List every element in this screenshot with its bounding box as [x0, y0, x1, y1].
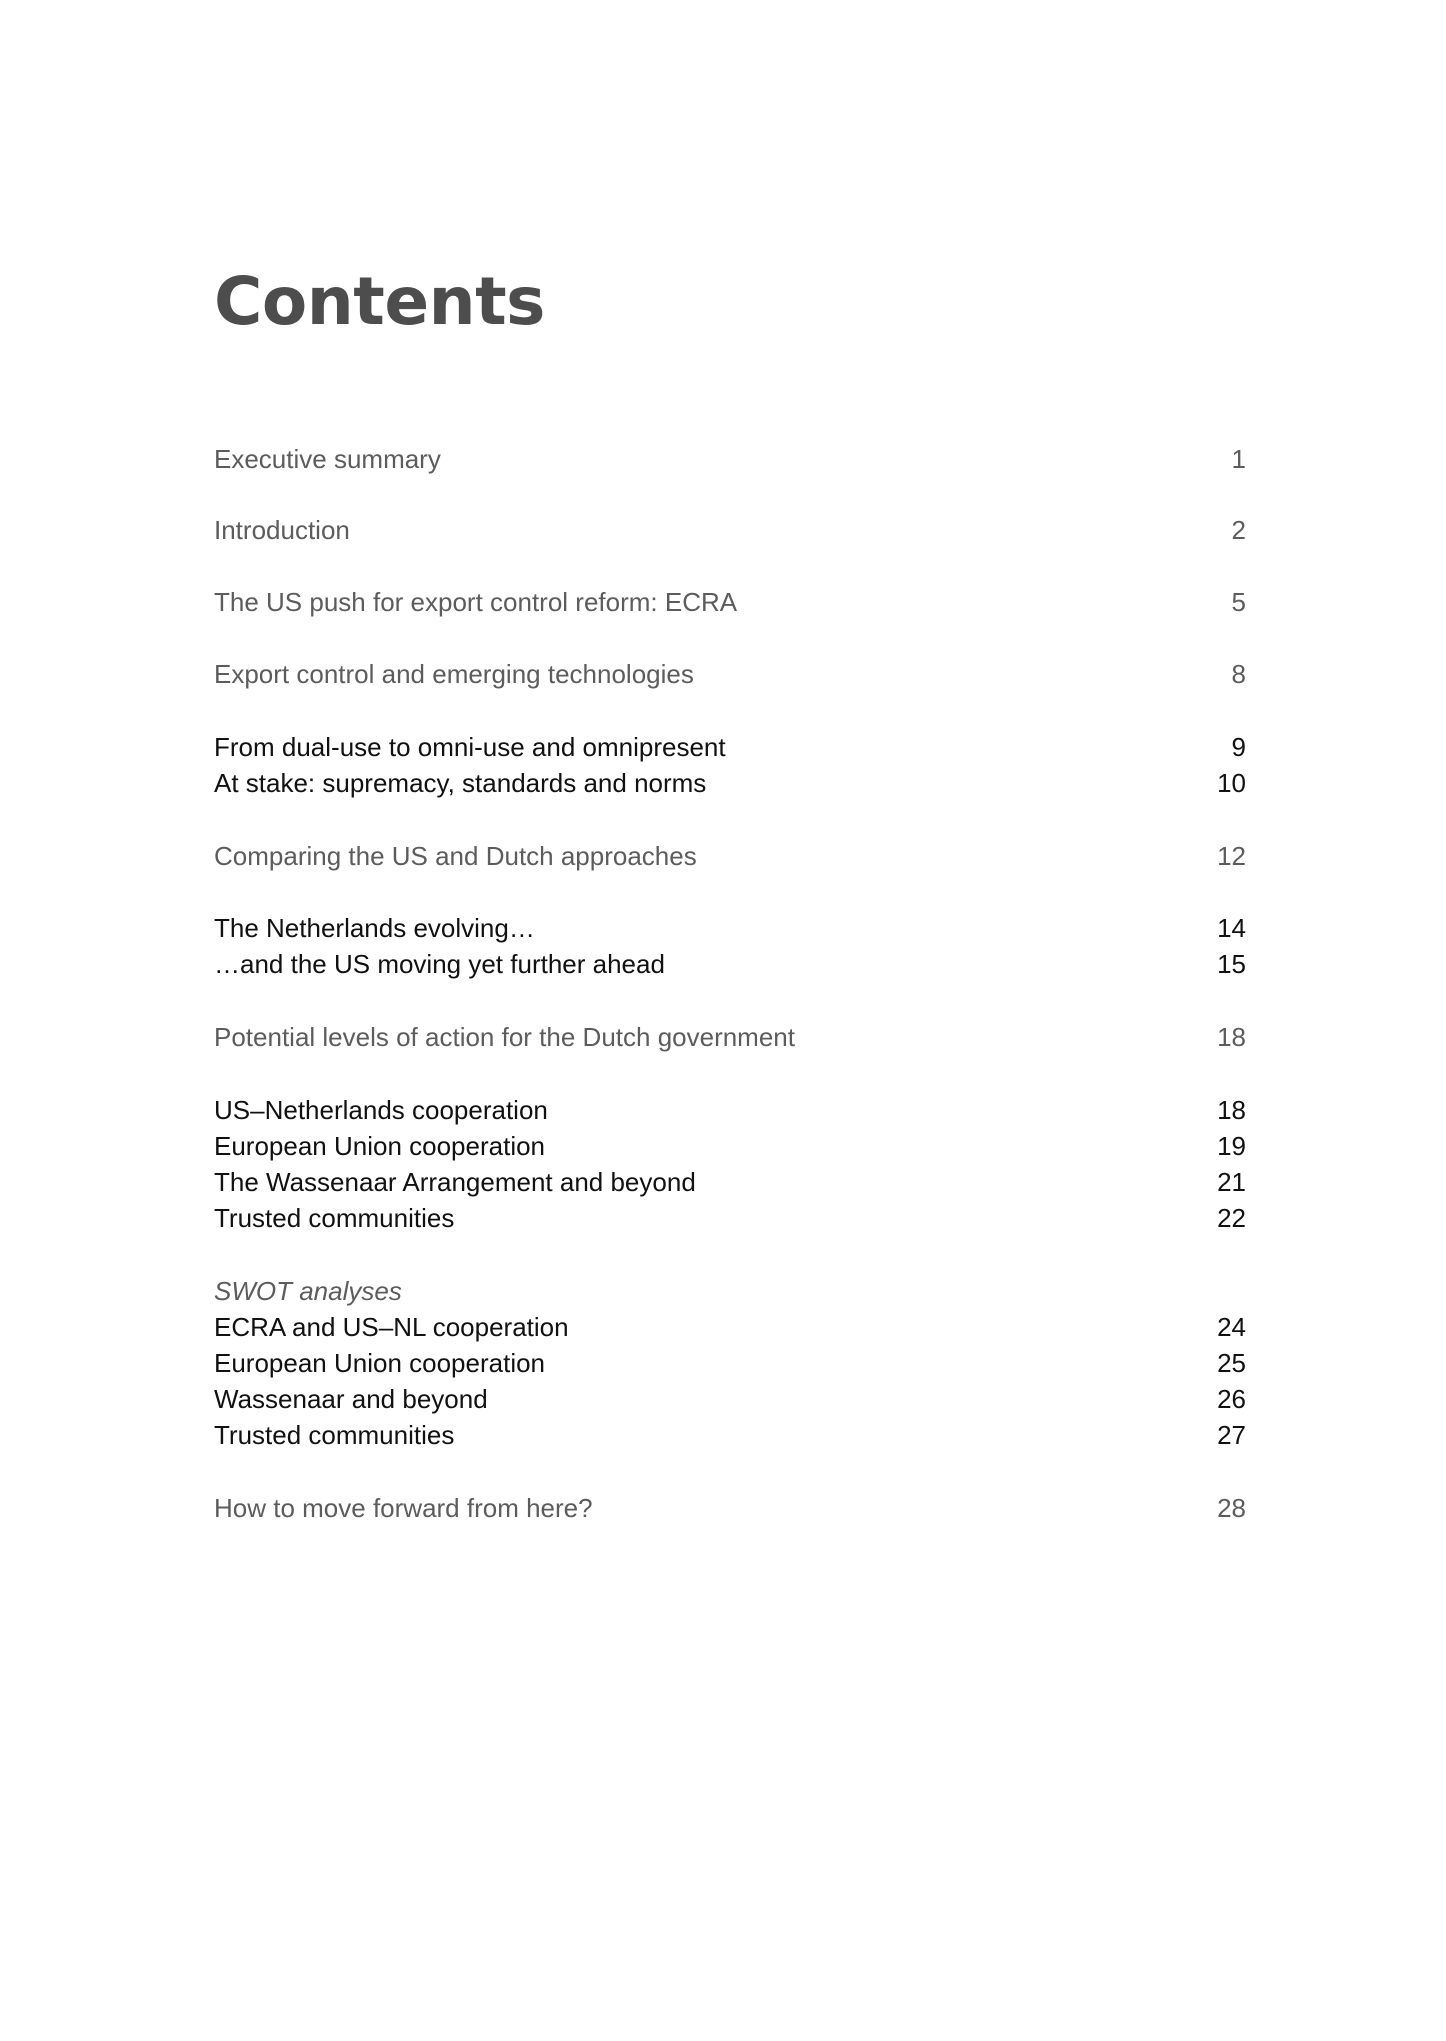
toc-entry-wassenaar-arrangement: [214, 1164, 1246, 1200]
toc-entry-dual-use: [214, 729, 1246, 765]
toc-entry-executive-summary: [214, 441, 1246, 477]
toc-entry-page: 1: [1231, 444, 1246, 474]
toc-entry-swot-ecra: [214, 1309, 1246, 1345]
toc-entry-at-stake: [214, 765, 1246, 801]
toc-entry-page: 24: [1217, 1312, 1246, 1342]
toc-entry-label: The Wassenaar Arrangement and beyond: [214, 1167, 696, 1197]
toc-entry-page: 22: [1217, 1203, 1246, 1233]
toc-entry-page: 19: [1217, 1131, 1246, 1161]
toc-entry-page: 18: [1217, 1095, 1246, 1125]
toc-entry-label: …and the US moving yet further ahead: [214, 949, 665, 979]
toc-entry-page: 12: [1217, 841, 1246, 871]
toc-entry-label: How to move forward from here?: [214, 1493, 593, 1523]
toc-entry-label: The Netherlands evolving…: [214, 913, 535, 943]
toc-entry-label: European Union cooperation: [214, 1131, 546, 1161]
toc-entry-page: 28: [1217, 1493, 1246, 1523]
toc-entry-label: European Union cooperation: [214, 1348, 546, 1378]
toc-entry-page: 25: [1217, 1348, 1246, 1378]
toc-entry-page: 21: [1217, 1167, 1246, 1197]
toc-entry-label: Introduction: [214, 515, 350, 545]
toc-entry-page: 14: [1217, 913, 1246, 943]
page-title: Contents: [214, 263, 545, 340]
toc-entry-comparing-approaches: [214, 838, 1246, 874]
toc-entry-potential-levels: [214, 1019, 1246, 1055]
toc-entry-label: ECRA and US–NL cooperation: [214, 1312, 569, 1342]
toc-entry-page: 2: [1231, 515, 1246, 545]
toc-entry-move-forward: [214, 1490, 1246, 1526]
toc-entry-label: Trusted communities: [214, 1420, 455, 1450]
toc-entry-label: Export control and emerging technologies: [214, 659, 694, 689]
toc-entry-introduction: [214, 512, 1246, 548]
toc-entry-page: 27: [1217, 1420, 1246, 1450]
toc-entry-netherlands-evolving: [214, 910, 1246, 946]
toc-entry-page: 5: [1231, 587, 1246, 617]
toc-entry-trusted-communities: [214, 1200, 1246, 1236]
toc-entry-page: 26: [1217, 1384, 1246, 1414]
toc-entry-page: 9: [1231, 732, 1246, 762]
toc-entry-eu-cooperation: [214, 1128, 1246, 1164]
toc-entry-label: Executive summary: [214, 444, 441, 474]
toc-entry-swot-eu: [214, 1345, 1246, 1381]
toc-entry-us-netherlands-cooperation: [214, 1092, 1246, 1128]
toc-entry-label: At stake: supremacy, standards and norms: [214, 768, 707, 798]
toc-section-heading-swot: SWOT analyses: [214, 1276, 402, 1306]
toc-entry-export-control-emerging-tech: [214, 656, 1246, 692]
toc-entry-page: 18: [1217, 1022, 1246, 1052]
toc-entry-label: Trusted communities: [214, 1203, 455, 1233]
toc-entry-label: The US push for export control reform: ECRA: [214, 587, 738, 617]
toc-entry-page: 10: [1217, 768, 1246, 798]
toc-entry-page: 15: [1217, 949, 1246, 979]
toc-entry-label: Wassenaar and beyond: [214, 1384, 488, 1414]
toc-entry-us-push-ecra: [214, 584, 1246, 620]
toc-entry-swot-trusted: [214, 1417, 1246, 1453]
toc-entry-label: Potential levels of action for the Dutch government: [214, 1022, 795, 1052]
toc-entry-label: Comparing the US and Dutch approaches: [214, 841, 697, 871]
toc-entry-us-moving-ahead: [214, 946, 1246, 982]
toc-entry-label: From dual-use to omni-use and omnipresent: [214, 732, 726, 762]
toc-entry-swot-wassenaar: [214, 1381, 1246, 1417]
toc-entry-page: 8: [1231, 659, 1246, 689]
toc-entry-label: US–Netherlands cooperation: [214, 1095, 548, 1125]
